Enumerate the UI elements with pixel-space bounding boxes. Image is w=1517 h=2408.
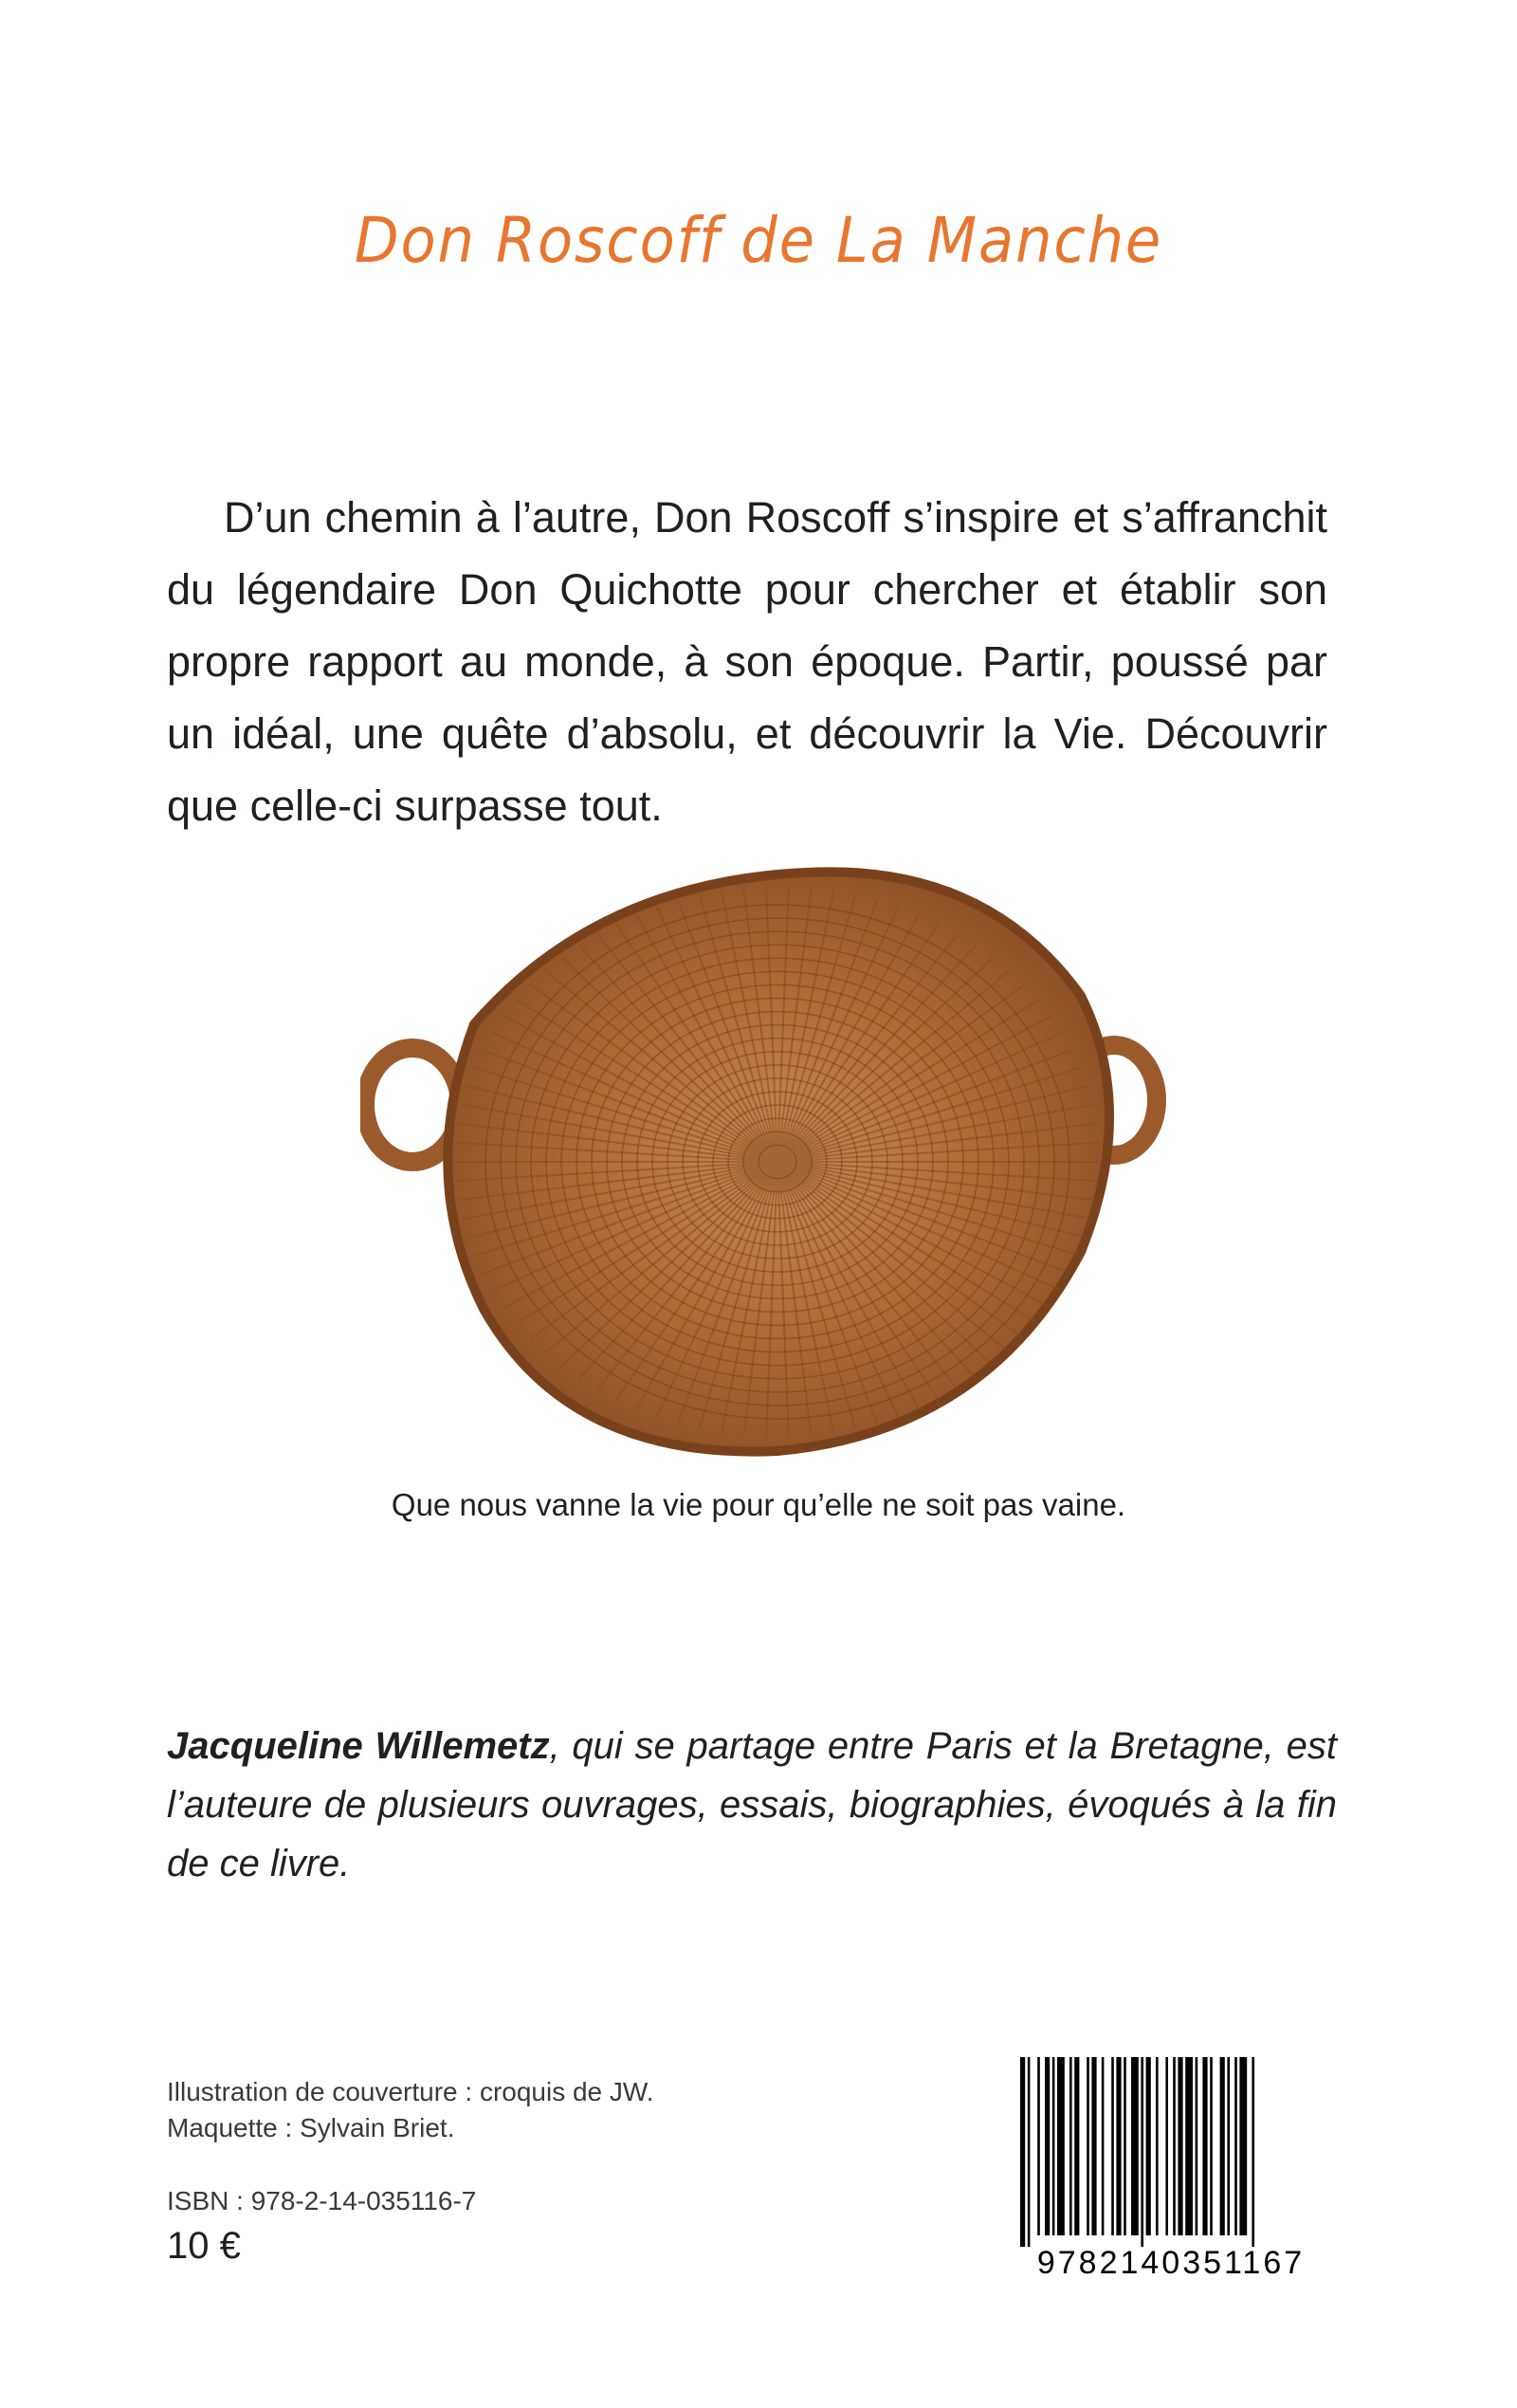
credit-layout: Maquette : Sylvain Briet. <box>167 2113 455 2142</box>
author-name: Jacqueline Willemetz <box>167 1725 550 1767</box>
price: 10 € <box>167 2225 241 2267</box>
barcode-number: 9782140351167 <box>1036 2245 1306 2281</box>
credit-illustration: Illustration de couverture : croquis de JW. <box>167 2077 654 2106</box>
image-caption: Que nous vanne la vie pour qu’elle ne soit pas vaine. <box>391 1487 1126 1522</box>
wicker-basket-illustration <box>360 863 1166 1470</box>
book-title: Don Roscoff de La Manche <box>354 204 1163 277</box>
isbn: ISBN : 978-2-14-035116-7 <box>167 2186 477 2215</box>
book-blurb: D’un chemin à l’autre, Don Roscoff s’inspire et s’affranchit du légendaire Don Quichotte pour chercher et établir son propre rapport au monde, à son époque. Partir, poussé par un idéal, une quête d’absolu, et découvrir la Vie. Découvrir que celle-ci surpasse tout. <box>167 493 1327 830</box>
author-bio <box>167 1717 1337 1893</box>
author-bio-text: , qui se partage entre Paris et la Bretagne, est l’auteure de plusieurs ouvrages, essais, biographies, évoqués à la fin de ce livre. <box>167 1725 1337 1884</box>
isbn-barcode <box>1014 2053 1327 2281</box>
